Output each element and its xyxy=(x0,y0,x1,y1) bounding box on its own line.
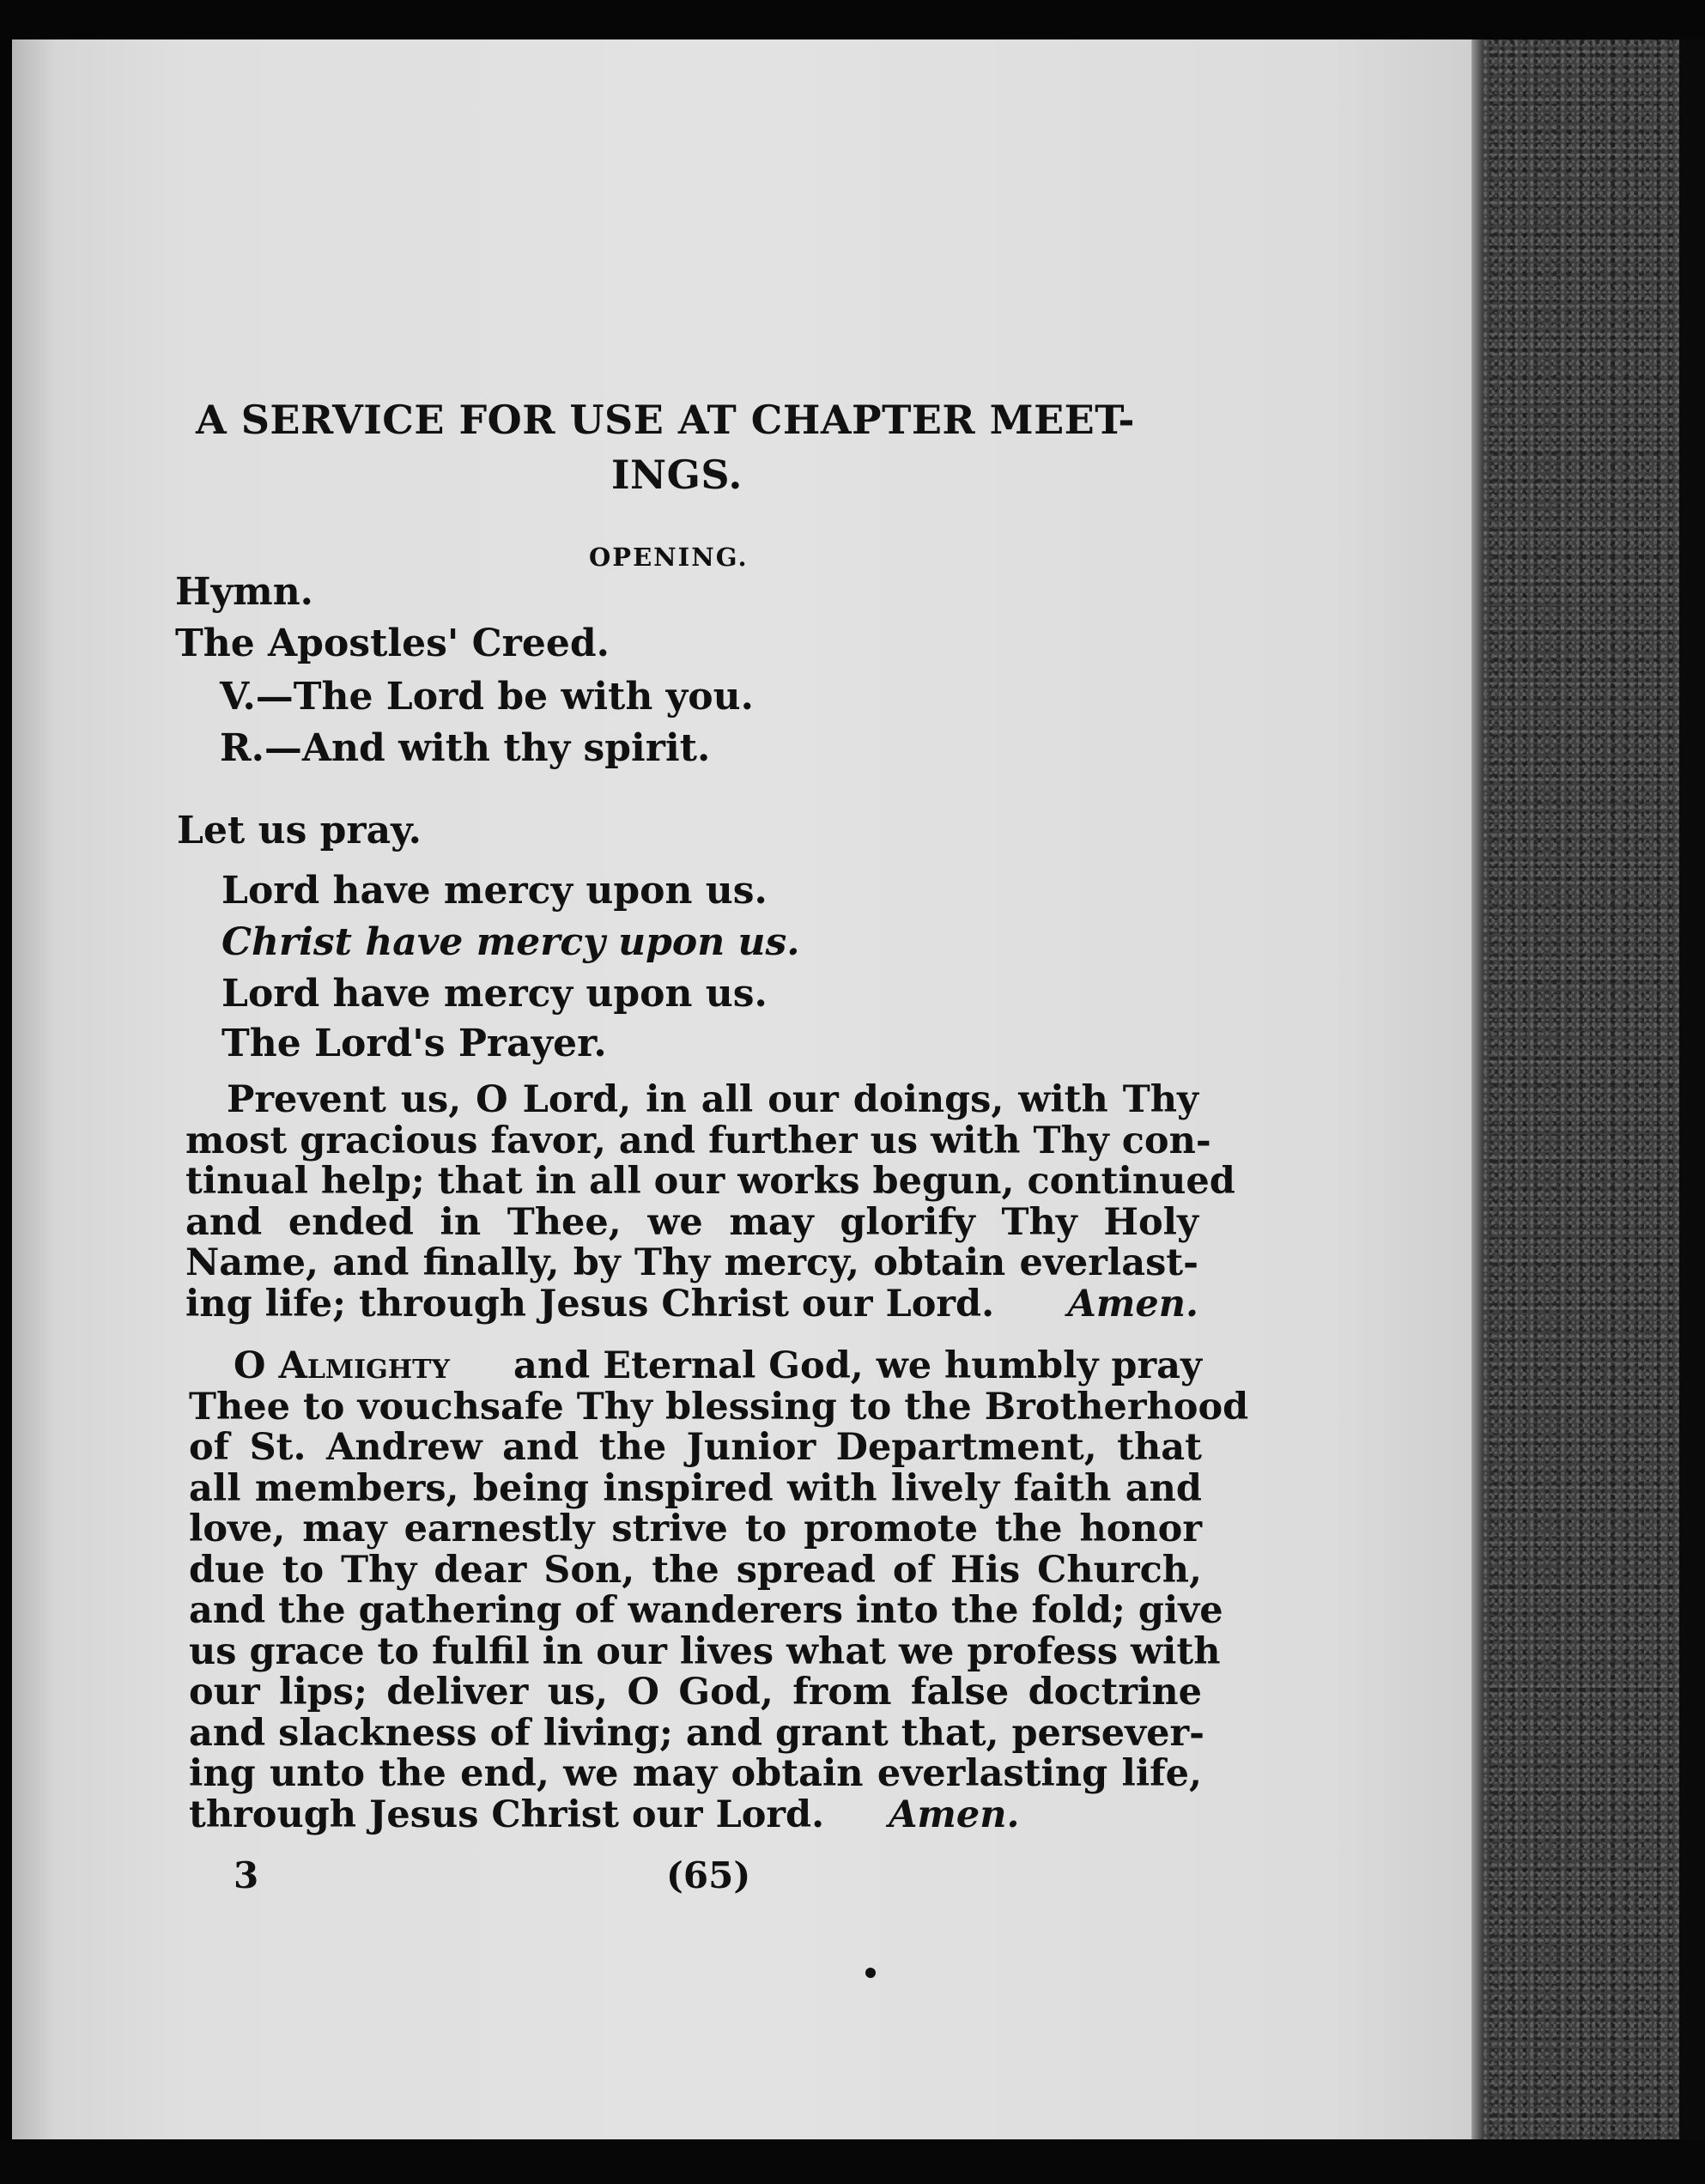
collect-brotherhood-first-line xyxy=(189,1346,1202,1387)
page-gutter-shadow xyxy=(1471,39,1484,2139)
page-title-line-1: A SERVICE FOR USE AT CHAPTER MEET- xyxy=(196,397,1135,443)
collect-brotherhood-last-line xyxy=(189,1795,1202,1836)
scan-bottom-border xyxy=(0,2139,1705,2184)
collect-brotherhood-line: through Jesus Christ our Lord. xyxy=(189,1793,825,1836)
kyrie-line-2: Christ have mercy upon us. xyxy=(221,920,800,964)
creed-line: The Apostles' Creed. xyxy=(175,622,610,665)
signature-mark: 3 xyxy=(234,1854,259,1896)
collect-brotherhood-opening xyxy=(234,1346,450,1387)
section-heading-opening: OPENING. xyxy=(589,543,749,572)
book-cover-texture xyxy=(1484,39,1679,2139)
collect-brotherhood-line: of St. Andrew and the Junior Department, that xyxy=(189,1426,1202,1469)
ink-speck xyxy=(865,1968,876,1978)
collect-prevent-amen: Amen. xyxy=(1067,1282,1198,1326)
collect-brotherhood-line: ing unto the end, we may obtain everlasting life, xyxy=(189,1752,1202,1795)
hymn-line: Hymn. xyxy=(175,570,314,614)
collect-prevent-line: ing life; through Jesus Christ our Lord. xyxy=(185,1282,995,1326)
collect-brotherhood-line: Thee to vouchsafe Thy blessing to the Brotherhood xyxy=(189,1385,1249,1429)
versicle-line: V.—The Lord be with you. xyxy=(220,675,754,719)
collect-prevent-line: Name, and finally, by Thy mercy, obtain everlast- xyxy=(185,1241,1198,1284)
collect-prevent-paragraph xyxy=(185,1078,1235,1326)
collect-prevent-line: most gracious favor, and further us with Thy con- xyxy=(185,1119,1211,1162)
collect-brotherhood-line: us grace to fulfil in our lives what we profess with xyxy=(189,1629,1221,1673)
lords-prayer-line: The Lord's Prayer. xyxy=(221,1022,607,1065)
scan-top-border xyxy=(0,0,1705,39)
collect-prevent-line: tinual help; that in all our works begun, continued xyxy=(185,1160,1235,1203)
collect-prevent-last-line xyxy=(185,1284,1198,1326)
collect-brotherhood-initial: O xyxy=(234,1344,266,1387)
page-number: (65) xyxy=(666,1854,751,1896)
collect-brotherhood-line: and the gathering of wanderers into the fold; give xyxy=(189,1589,1223,1632)
collect-brotherhood-line: and Eternal God, we humbly pray xyxy=(513,1344,1202,1387)
page-title-line-2: INGS. xyxy=(611,452,743,498)
collect-brotherhood-paragraph xyxy=(189,1344,1249,1836)
let-us-pray-line: Let us pray. xyxy=(177,809,422,852)
response-line: R.—And with thy spirit. xyxy=(220,726,711,770)
collect-brotherhood-amen: Amen. xyxy=(889,1793,1020,1836)
scan-right-border xyxy=(1679,39,1705,2139)
collect-brotherhood-smallcaps: Almighty xyxy=(278,1344,450,1387)
kyrie-line-3: Lord have mercy upon us. xyxy=(221,972,768,1016)
collect-prevent-line: and ended in Thee, we may glorify Thy Holy xyxy=(185,1200,1198,1244)
collect-brotherhood-line: due to Thy dear Son, the spread of His Church, xyxy=(189,1548,1202,1592)
collect-brotherhood-line: all members, being inspired with lively faith and xyxy=(189,1466,1202,1510)
collect-brotherhood-line: love, may earnestly strive to promote the honor xyxy=(189,1508,1202,1550)
collect-brotherhood-line: and slackness of living; and grant that, persever- xyxy=(189,1711,1204,1755)
kyrie-line-1: Lord have mercy upon us. xyxy=(221,869,768,913)
collect-prevent-line: Prevent us, O Lord, in all our doings, with Thy xyxy=(227,1078,1198,1121)
collect-brotherhood-line: our lips; deliver us, O God, from false doctrine xyxy=(189,1671,1202,1714)
